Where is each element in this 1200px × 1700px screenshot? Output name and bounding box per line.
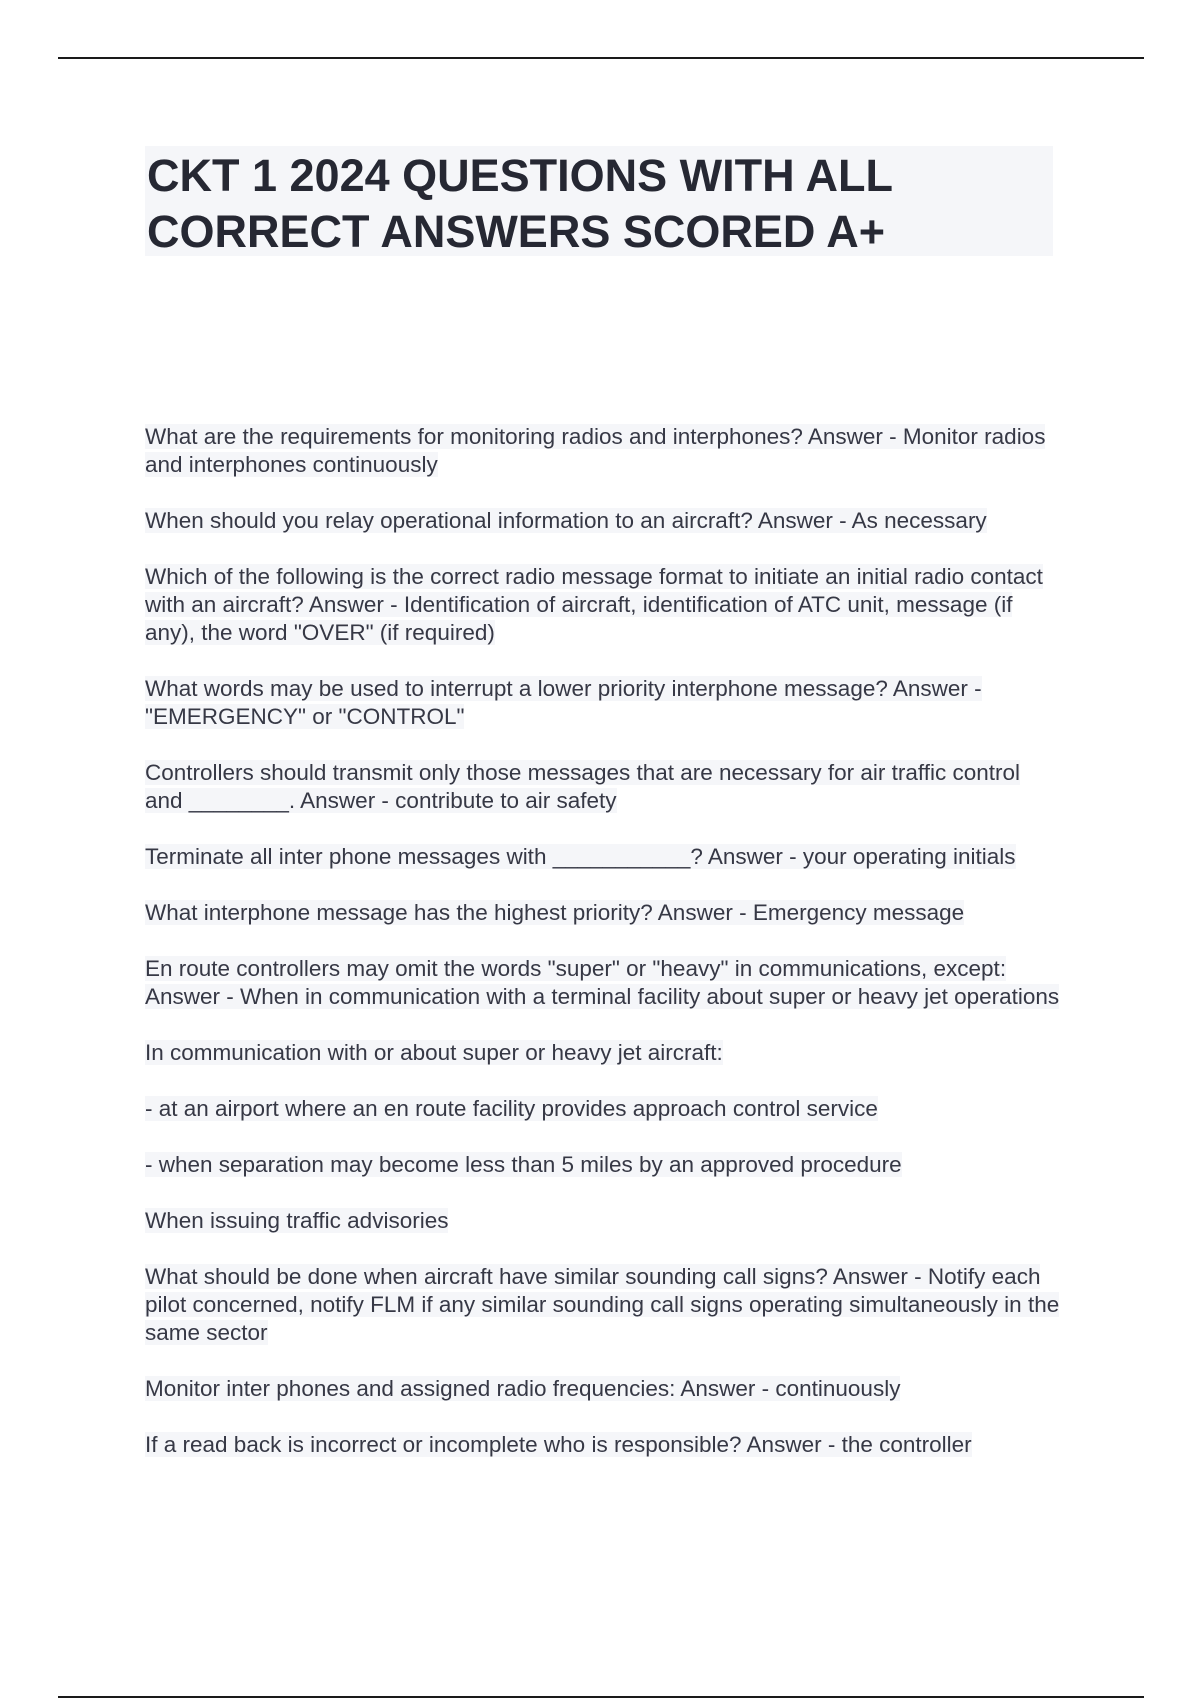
question-list [145,423,1060,1487]
qa-paragraph [145,1375,1060,1403]
qa-text: What should be done when aircraft have similar sounding call signs? Answer - Notify each pilot concerned, notify FLM if any similar sounding call signs operating simultaneously in the same sector [145,1264,1060,1345]
qa-paragraph [145,1095,1060,1123]
qa-text: When should you relay operational information to an aircraft? Answer - As necessary [145,508,987,533]
qa-paragraph [145,1151,1060,1179]
qa-text: What words may be used to interrupt a lower priority interphone message? Answer - "EMERGENCY" or "CONTROL" [145,676,982,729]
qa-text: Controllers should transmit only those messages that are necessary for air traffic control and ________. Answer - contribute to air safety [145,760,1020,813]
qa-text: When issuing traffic advisories [145,1208,449,1233]
qa-paragraph [145,1263,1060,1347]
qa-text: Monitor inter phones and assigned radio frequencies: Answer - continuously [145,1376,901,1401]
qa-text: - when separation may become less than 5 miles by an approved procedure [145,1152,902,1177]
qa-paragraph [145,1039,1060,1067]
qa-text: If a read back is incorrect or incomplete who is responsible? Answer - the controller [145,1432,972,1457]
qa-text: En route controllers may omit the words "super" or "heavy" in communications, except: Answer - When in communication with a terminal facility about super or heavy jet operations [145,956,1060,1009]
top-rule [58,57,1144,59]
qa-text: Which of the following is the correct radio message format to initiate an initial radio contact with an aircraft? Answer - Identification of aircraft, identification of ATC unit, message (if any), the word "OVER" (if required) [145,564,1043,645]
qa-text: In communication with or about super or heavy jet aircraft: [145,1040,723,1065]
qa-text: What interphone message has the highest priority? Answer - Emergency message [145,900,965,925]
qa-paragraph [145,955,1060,1011]
page-title: CKT 1 2024 QUESTIONS WITH ALL CORRECT ANSWERS SCORED A+ [147,150,893,257]
qa-text: Terminate all inter phone messages with ___________? Answer - your operating initials [145,844,1016,869]
qa-text: - at an airport where an en route facility provides approach control service [145,1096,878,1121]
qa-paragraph [145,759,1060,815]
qa-paragraph [145,1207,1060,1235]
qa-paragraph [145,423,1060,479]
qa-paragraph [145,675,1060,731]
title-block [145,146,1053,256]
qa-paragraph [145,507,1060,535]
qa-paragraph [145,843,1060,871]
bottom-rule [58,1696,1144,1698]
qa-paragraph [145,563,1060,647]
qa-text: What are the requirements for monitoring radios and interphones? Answer - Monitor radios and interphones continuously [145,424,1046,477]
qa-paragraph [145,899,1060,927]
qa-paragraph [145,1431,1060,1459]
